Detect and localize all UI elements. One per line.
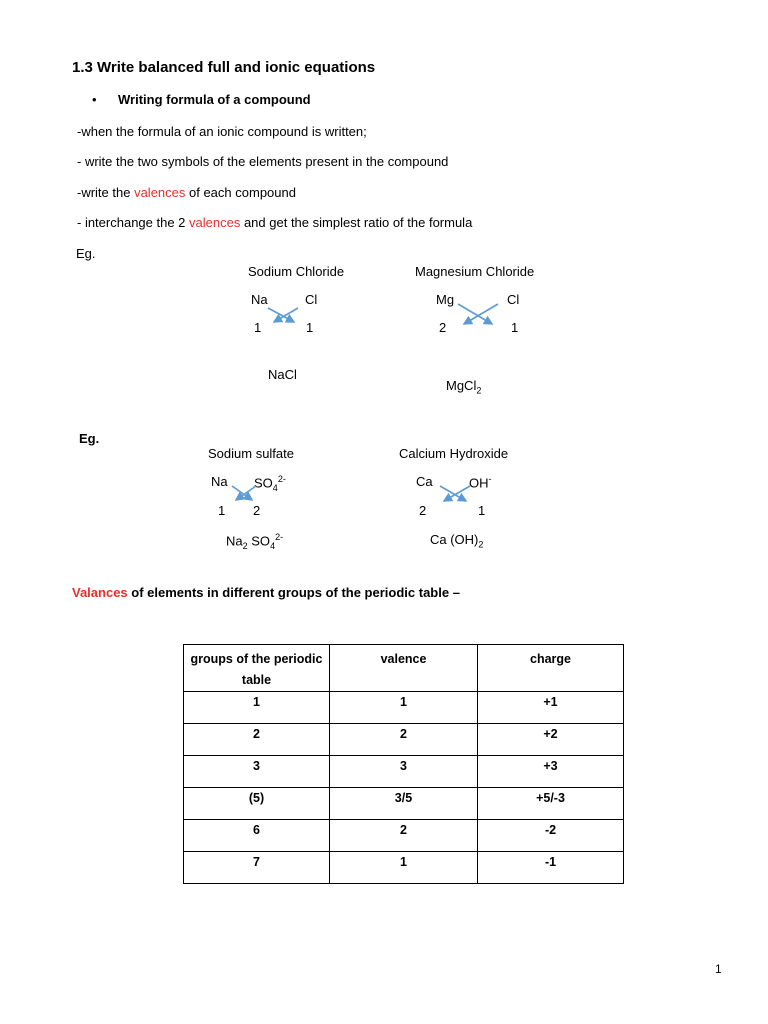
calcium-hydroxide-valence-2: 1: [478, 503, 486, 518]
cell-valence: 2: [330, 724, 478, 756]
cell-charge: +5/-3: [478, 788, 624, 820]
sodium-sulfate-symbol-2: $SO_4^{2-}$: [254, 474, 286, 493]
cell-valence: 3: [330, 756, 478, 788]
instruction-line-2: - write the two symbols of the elements present in the compound: [77, 154, 449, 169]
calcium-hydroxide-name: Calcium Hydroxide: [399, 446, 509, 461]
cell-charge: -1: [478, 852, 624, 884]
cell-charge: +3: [478, 756, 624, 788]
cell-group: (5): [184, 788, 330, 820]
column-header-valence: valence: [330, 645, 478, 692]
cell-valence: 1: [330, 692, 478, 724]
instruction-line-4: - interchange the 2 valences and get the simplest ratio of the formula: [77, 215, 473, 230]
sodium-sulfate-name: Sodium sulfate: [208, 446, 294, 461]
valances-heading: Valances of elements in different groups of the periodic table –: [72, 585, 460, 600]
cell-group: 6: [184, 820, 330, 852]
column-header-groups: groups of the periodic table: [184, 645, 330, 692]
sodium-sulfate-valence-1: 1: [218, 503, 226, 518]
cell-charge: +1: [478, 692, 624, 724]
calcium-hydroxide-symbol-2: OH-: [469, 474, 492, 491]
cell-group: 7: [184, 852, 330, 884]
table-row: [184, 820, 624, 852]
magnesium-chloride-formula: MgCl$_2$: [446, 378, 482, 396]
column-header-charge: charge: [478, 645, 624, 692]
table-row: [184, 692, 624, 724]
sodium-chloride-valence-1: 1: [254, 320, 262, 335]
sodium-chloride-symbol-2: Cl: [305, 292, 318, 307]
page-title: 1.3 Write balanced full and ionic equations: [72, 59, 376, 76]
cross-arrows-icon: [436, 482, 484, 508]
calcium-hydroxide-valence-1: 2: [419, 503, 427, 518]
cell-charge: +2: [478, 724, 624, 756]
table-row: [184, 788, 624, 820]
magnesium-chloride-valence-2: 1: [511, 320, 519, 335]
instruction-line-3: -write the valences of each compound: [77, 185, 296, 200]
sodium-chloride-name: Sodium Chloride: [248, 264, 345, 279]
sodium-chloride-symbol-1: Na: [251, 292, 268, 307]
bullet-heading: Writing formula of a compound: [118, 92, 311, 107]
sodium-sulfate-symbol-1: Na: [211, 474, 228, 489]
sodium-chloride-formula: NaCl: [268, 367, 297, 382]
magnesium-chloride-valence-1: 2: [439, 320, 447, 335]
cell-group: 3: [184, 756, 330, 788]
magnesium-chloride-symbol-1: Mg: [436, 292, 455, 307]
valence-table: [183, 644, 624, 884]
cross-arrows-icon: [452, 298, 522, 332]
table-row: [184, 852, 624, 884]
cell-group: 1: [184, 692, 330, 724]
bullet-dot: •: [92, 92, 97, 107]
calcium-hydroxide-formula: Ca $(OH)_2$: [430, 532, 484, 550]
cell-valence: 1: [330, 852, 478, 884]
sodium-sulfate-valence-2: 2: [253, 503, 261, 518]
cross-arrows-icon: [260, 300, 320, 330]
cell-group: 2: [184, 724, 330, 756]
table-row: [184, 756, 624, 788]
cross-arrows-icon: [228, 482, 268, 508]
magnesium-chloride-symbol-2: Cl: [507, 292, 520, 307]
cell-valence: 3/5: [330, 788, 478, 820]
magnesium-chloride-name: Magnesium Chloride: [415, 264, 535, 279]
sodium-chloride-valence-2: 1: [306, 320, 314, 335]
example-label-2: Eg.: [79, 431, 100, 446]
table-row: [184, 724, 624, 756]
cell-charge: -2: [478, 820, 624, 852]
page-number: 1: [715, 962, 722, 976]
cell-valence: 2: [330, 820, 478, 852]
example-label-1: Eg.: [76, 246, 96, 261]
instruction-line-1: -when the formula of an ionic compound is written;: [77, 124, 367, 139]
table-header-row: [184, 645, 624, 692]
sodium-sulfate-formula: $Na_2$ $SO_4^{2-}$: [226, 532, 284, 551]
calcium-hydroxide-symbol-1: Ca: [416, 474, 433, 489]
